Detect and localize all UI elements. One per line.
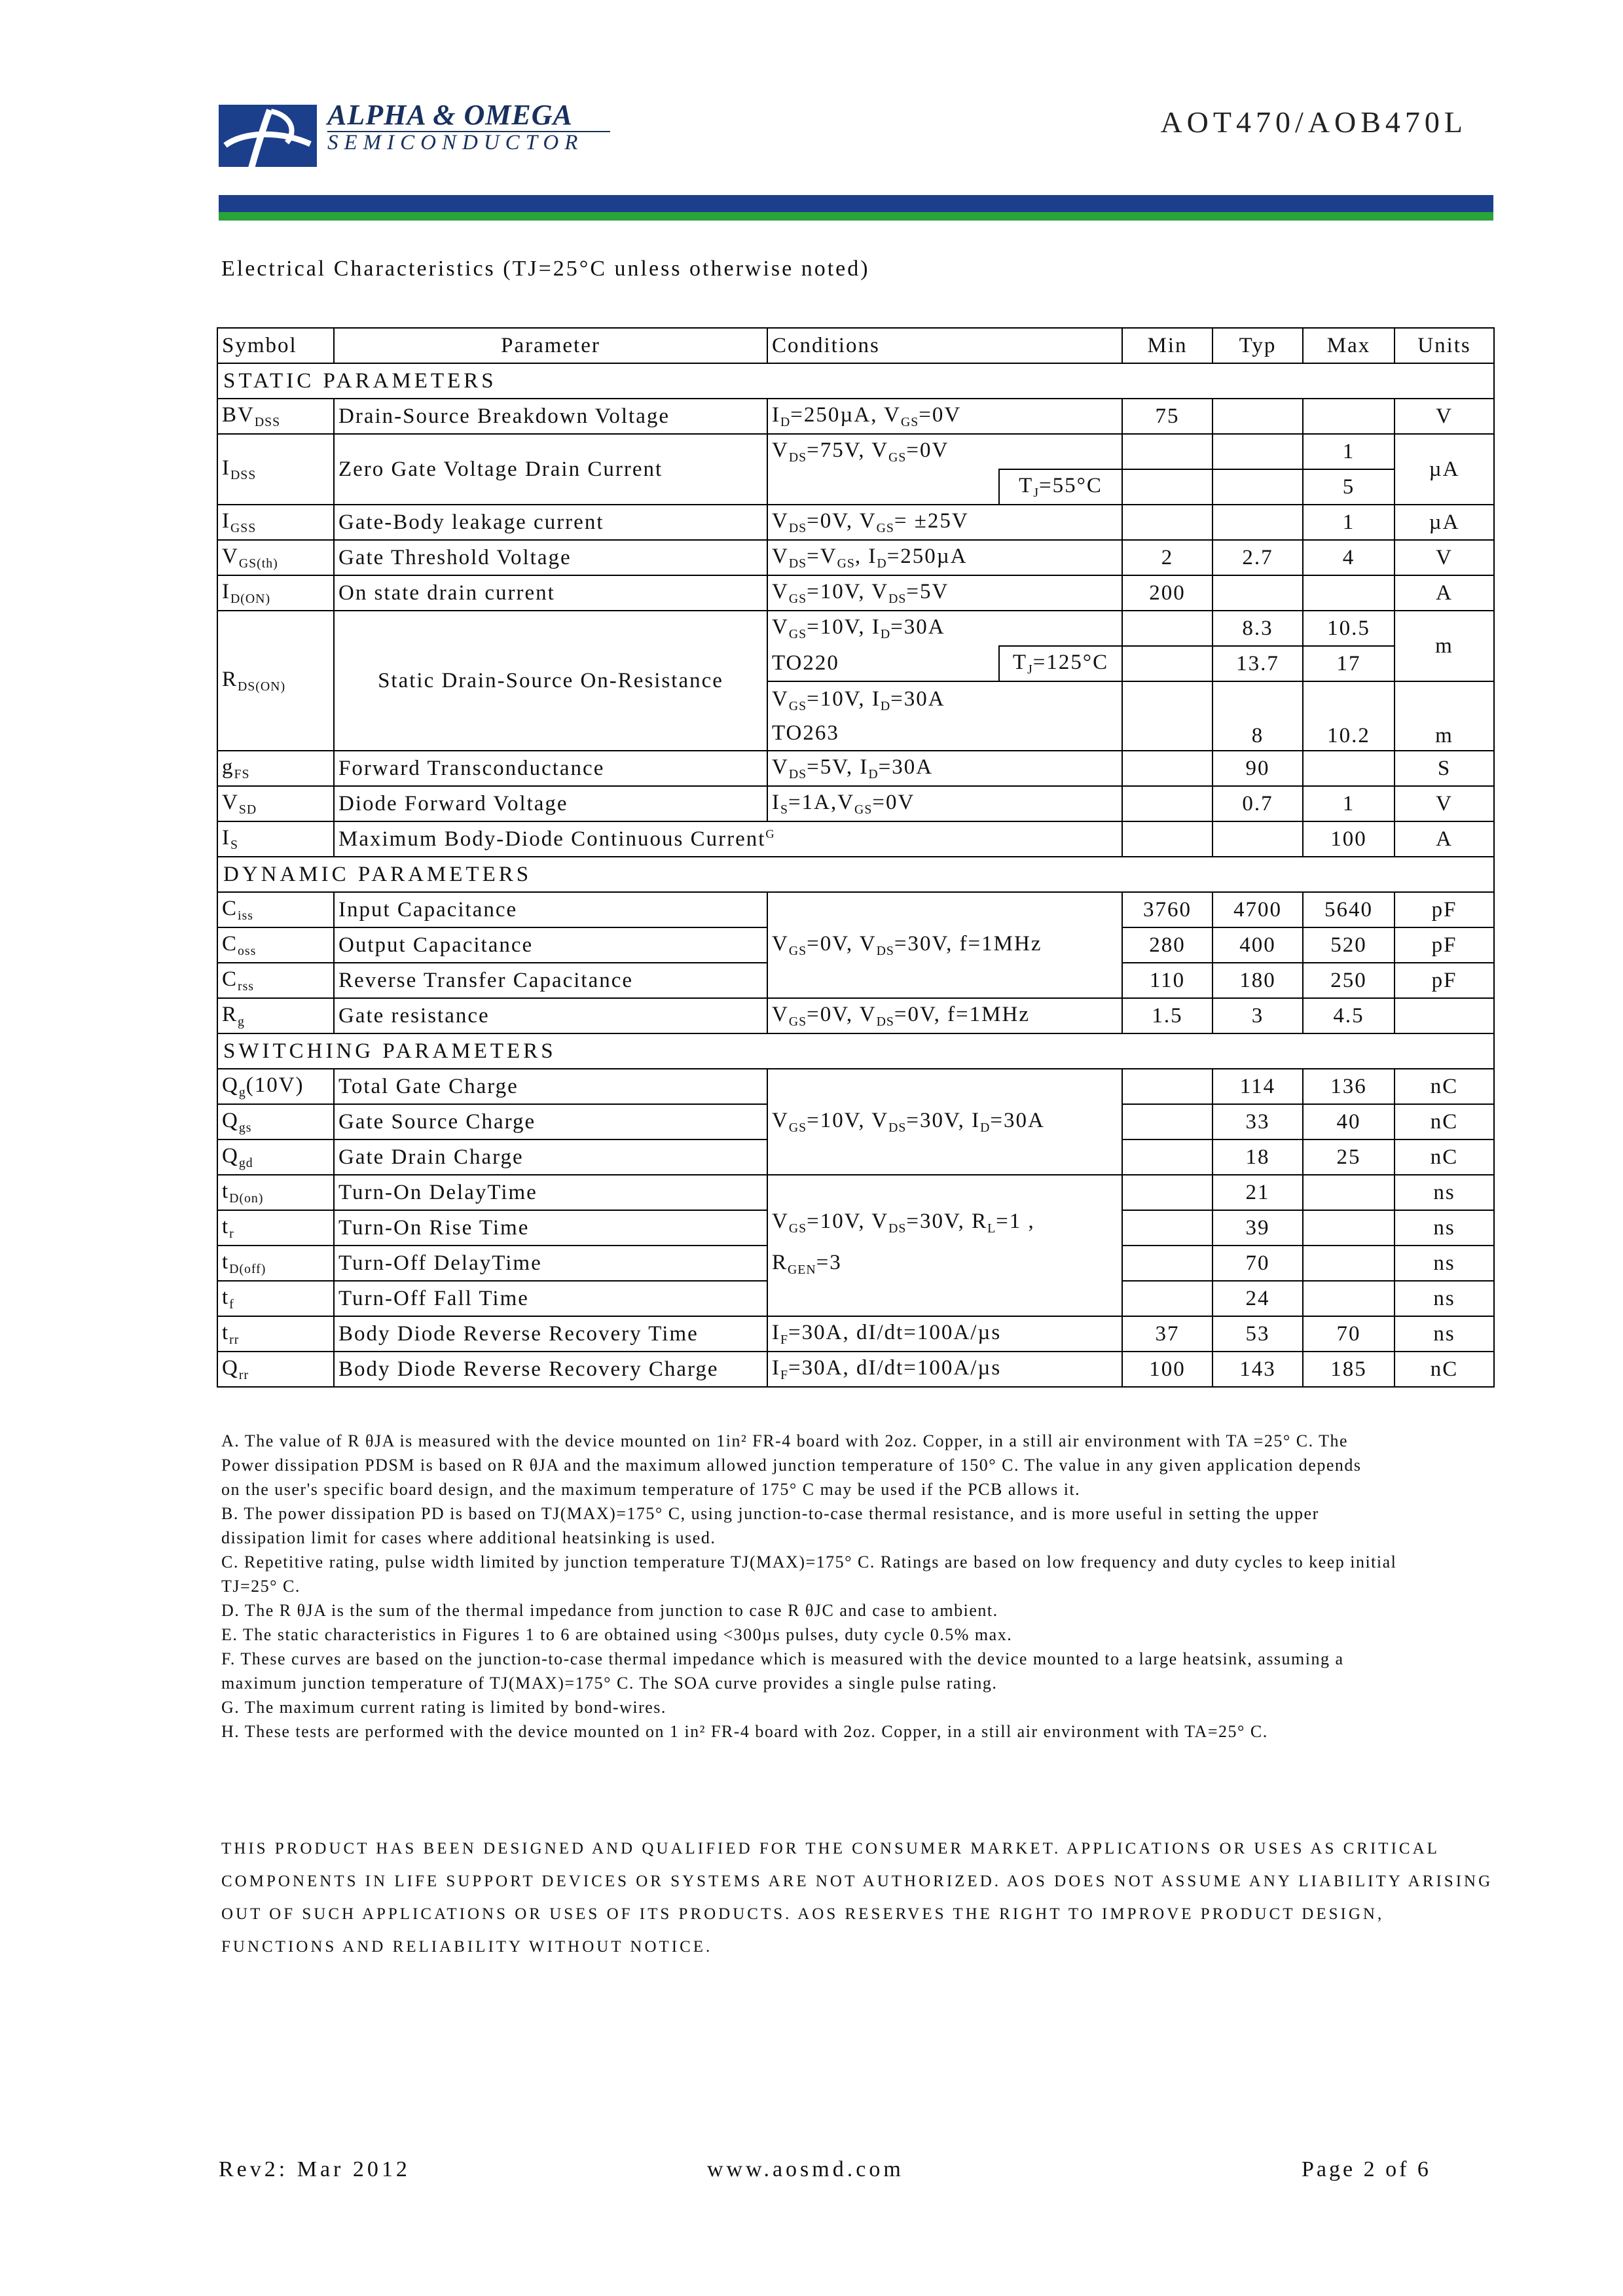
param-tdoff: Turn-Off DelayTime bbox=[334, 1246, 767, 1281]
cond-idss: $V_{DS}=75V$, $V_{GS}=0V$ bbox=[767, 434, 1122, 469]
max-rdson-1: 10.5 bbox=[1303, 611, 1395, 646]
max-bvdss bbox=[1303, 399, 1395, 434]
cond-gfs: $V_{DS}=5V$, $I_D=30A$ bbox=[767, 751, 1122, 786]
typ-qg: 114 bbox=[1213, 1069, 1303, 1104]
footnotes bbox=[221, 1429, 1491, 1744]
col-header-min: Min bbox=[1122, 328, 1213, 363]
param-bvdss: Drain-Source Breakdown Voltage bbox=[334, 399, 767, 434]
unit-qrr: nC bbox=[1395, 1352, 1494, 1387]
param-vsd: Diode Forward Voltage bbox=[334, 786, 767, 821]
min-coss: 280 bbox=[1122, 927, 1213, 963]
typ-trr: 53 bbox=[1213, 1316, 1303, 1352]
min-crss: 110 bbox=[1122, 963, 1213, 998]
tj-125-label: =125°C bbox=[1032, 650, 1109, 674]
cond-vsd: $I_S=1A,V_{GS}=0V$ bbox=[767, 786, 1122, 821]
min-is bbox=[1122, 821, 1213, 857]
cond-idss-tj: $T_J=55^\circ C$ bbox=[999, 469, 1122, 505]
max-is: 100 bbox=[1303, 821, 1395, 857]
typ-ciss: 4700 bbox=[1213, 892, 1303, 927]
disclaimer-line1: THIS PRODUCT HAS BEEN DESIGNED AND QUALIFIED FOR THE CONSUMER MARKET. APPLICATIONS OR USES AS CRITICAL bbox=[221, 1840, 1440, 1857]
typ-vsd: 0.7 bbox=[1213, 786, 1303, 821]
min-ciss: 3760 bbox=[1122, 892, 1213, 927]
max-trr: 70 bbox=[1303, 1316, 1395, 1352]
min-bvdss: 75 bbox=[1122, 399, 1213, 434]
table-row bbox=[217, 892, 1494, 927]
table-row bbox=[217, 751, 1494, 786]
cond-rdson-pkg1: TO220 bbox=[767, 646, 999, 681]
min-idss bbox=[1122, 434, 1213, 469]
param-ciss: Input Capacitance bbox=[334, 892, 767, 927]
table-row bbox=[217, 434, 1494, 469]
cond-cap-b: =30V, f=1MHz bbox=[894, 931, 1042, 956]
min-rdson bbox=[1122, 611, 1213, 646]
symbol-idss: $I_{DSS}$ bbox=[217, 434, 334, 505]
max-crss: 250 bbox=[1303, 963, 1395, 998]
unit-ciss: pF bbox=[1395, 892, 1494, 927]
min-vsd bbox=[1122, 786, 1213, 821]
col-header-units: Units bbox=[1395, 328, 1494, 363]
table-header-row bbox=[217, 328, 1494, 363]
table-row bbox=[217, 540, 1494, 575]
param-qrr: Body Diode Reverse Recovery Charge bbox=[334, 1352, 767, 1387]
unit-trr: ns bbox=[1395, 1316, 1494, 1352]
disclaimer-line2: COMPONENTS IN LIFE SUPPORT DEVICES OR SYSTEMS ARE NOT AUTHORIZED. AOS DOES NOT ASSUME ANY LIABILITY ARISING bbox=[221, 1873, 1493, 1890]
unit-coss: pF bbox=[1395, 927, 1494, 963]
min-rg: 1.5 bbox=[1122, 998, 1213, 1033]
symbol-idon: $I_{D(ON)}$ bbox=[217, 575, 334, 611]
cond-cap-a: =0V, V bbox=[807, 931, 877, 956]
symbol-trr: $t_{rr}$ bbox=[217, 1316, 334, 1352]
symbol-qrr: $Q_{rr}$ bbox=[217, 1352, 334, 1387]
param-idss: Zero Gate Voltage Drain Current bbox=[334, 434, 767, 505]
unit-crss: pF bbox=[1395, 963, 1494, 998]
unit-is: A bbox=[1395, 821, 1494, 857]
cond-bvdss: $I_D=250\mu A$, $V_{GS}=0V$ bbox=[767, 399, 1122, 434]
min-vgsth: 2 bbox=[1122, 540, 1213, 575]
param-gfs: Forward Transconductance bbox=[334, 751, 767, 786]
cond-trr-text: =30A, dI/dt=100A/µs bbox=[788, 1320, 1002, 1344]
max-qg: 136 bbox=[1303, 1069, 1395, 1104]
param-trr: Body Diode Reverse Recovery Time bbox=[334, 1316, 767, 1352]
min-qrr: 100 bbox=[1122, 1352, 1213, 1387]
section-label-dynamic: DYNAMIC PARAMETERS bbox=[217, 857, 1494, 892]
param-rdson: Static Drain-Source On-Resistance bbox=[334, 611, 767, 751]
unit-bvdss: V bbox=[1395, 399, 1494, 434]
symbol-gfs: $g_{FS}$ bbox=[217, 751, 334, 786]
table-row bbox=[217, 1352, 1494, 1387]
symbol-tr: $t_r$ bbox=[217, 1210, 334, 1246]
unit-tdon: ns bbox=[1395, 1175, 1494, 1210]
typ-qrr: 143 bbox=[1213, 1352, 1303, 1387]
cond-sw-a: =10V, V bbox=[807, 1210, 889, 1234]
typ-vgsth: 2.7 bbox=[1213, 540, 1303, 575]
symbol-qgd: $Q_{gd}$ bbox=[217, 1139, 334, 1175]
max-idss-2: 5 bbox=[1303, 469, 1395, 505]
symbol-rg: $R_g$ bbox=[217, 998, 334, 1033]
table-row bbox=[217, 399, 1494, 434]
table-row bbox=[217, 1316, 1494, 1352]
unit-vgsth: V bbox=[1395, 540, 1494, 575]
typ-tf: 24 bbox=[1213, 1281, 1303, 1316]
table-row bbox=[217, 575, 1494, 611]
cond-sw-line1: $V_{GS}=10V$, $V_{DS}=30V$, $R_L=1$ , bbox=[772, 1210, 1035, 1236]
min-idon: 200 bbox=[1122, 575, 1213, 611]
typ-rdson-1: 8.3 bbox=[1213, 611, 1303, 646]
typ-tdoff: 70 bbox=[1213, 1246, 1303, 1281]
table-row bbox=[217, 821, 1494, 857]
col-header-conditions: Conditions bbox=[767, 328, 1122, 363]
symbol-rdson: $R_{DS(ON)}$ bbox=[217, 611, 334, 751]
max-ciss: 5640 bbox=[1303, 892, 1395, 927]
section-row-dynamic bbox=[217, 857, 1494, 892]
min-rdson-2 bbox=[1122, 646, 1213, 681]
cond-sw-d: =3 bbox=[816, 1251, 842, 1274]
min-gfs bbox=[1122, 751, 1213, 786]
header-band-green bbox=[219, 212, 1493, 221]
footer-page-number: Page 2 of 6 bbox=[1302, 2157, 1431, 2181]
symbol-igss: $I_{GSS}$ bbox=[217, 505, 334, 540]
disclaimer-line3: OUT OF SUCH APPLICATIONS OR USES OF ITS PRODUCTS. AOS RESERVES THE RIGHT TO IMPROVE PRODUCT DESIGN, bbox=[221, 1905, 1385, 1923]
cond-trr: $I_F=30A$, dI/dt=100A/µs bbox=[767, 1316, 1122, 1352]
param-tdon: Turn-On DelayTime bbox=[334, 1175, 767, 1210]
symbol-qg-suffix: (10V) bbox=[246, 1073, 304, 1097]
symbol-qg: $Q_g(10V)$ bbox=[217, 1069, 334, 1104]
symbol-bvdss: $BV_{DSS}$ bbox=[217, 399, 334, 434]
min-rdson-3 bbox=[1122, 681, 1213, 751]
cond-sw-line2: $R_{GEN}=3$ bbox=[772, 1251, 842, 1277]
unit-tdoff: ns bbox=[1395, 1246, 1494, 1281]
footer-website-link[interactable]: www.aosmd.com bbox=[707, 2157, 904, 2181]
typ-coss: 400 bbox=[1213, 927, 1303, 963]
param-qg: Total Gate Charge bbox=[334, 1069, 767, 1104]
param-coss: Output Capacitance bbox=[334, 927, 767, 963]
param-is bbox=[334, 821, 1122, 857]
note-h: H. These tests are performed with the device mounted on 1 in² FR-4 board with 2oz. Copper, in a still air environment with TA=25° C. bbox=[221, 1722, 1268, 1741]
unit-qg: nC bbox=[1395, 1069, 1494, 1104]
max-coss: 520 bbox=[1303, 927, 1395, 963]
symbol-tdon: $t_{D(on)}$ bbox=[217, 1175, 334, 1210]
unit-gfs: S bbox=[1395, 751, 1494, 786]
cond-igss: $V_{DS}=0V$, $V_{GS}= \pm 25V$ bbox=[767, 505, 1122, 540]
typ-bvdss bbox=[1213, 399, 1303, 434]
cond-rg-text: =0V, f=1MHz bbox=[894, 1002, 1030, 1026]
typ-idss bbox=[1213, 434, 1303, 469]
note-a-line3: on the user's specific board design, and the maximum temperature of 175° C may be used if the PCB allows it. bbox=[221, 1480, 1081, 1499]
max-qgd: 25 bbox=[1303, 1139, 1395, 1175]
section-row-static bbox=[217, 363, 1494, 399]
typ-is bbox=[1213, 821, 1303, 857]
cond-rdson-tj: $T_J=125^\circ C$ bbox=[999, 646, 1122, 681]
cond-rdson-1: $V_{GS}=10V$, $I_D=30A$ bbox=[767, 611, 1122, 646]
cond-rdson-3-line1: $V_{GS}=10V$, $I_D=30A$ bbox=[772, 687, 945, 713]
note-e: E. The static characteristics in Figures 1 to 6 are obtained using <300µs pulses, duty cycle 0.5% max. bbox=[221, 1625, 1013, 1644]
typ-igss bbox=[1213, 505, 1303, 540]
unit-qgs: nC bbox=[1395, 1104, 1494, 1139]
param-crss: Reverse Transfer Capacitance bbox=[334, 963, 767, 998]
unit-tf: ns bbox=[1395, 1281, 1494, 1316]
note-d: D. The R θJA is the sum of the thermal impedance from junction to case R θJC and case to ambient. bbox=[221, 1601, 998, 1620]
symbol-tf: $t_f$ bbox=[217, 1281, 334, 1316]
company-name: ALPHA & OMEGA bbox=[327, 99, 573, 131]
tj-55-label: =55°C bbox=[1039, 473, 1103, 497]
unit-tr: ns bbox=[1395, 1210, 1494, 1246]
typ-qgd: 18 bbox=[1213, 1139, 1303, 1175]
cond-rdson-pkg2: TO263 bbox=[772, 721, 839, 745]
param-qgd: Gate Drain Charge bbox=[334, 1139, 767, 1175]
symbol-vgsth: $V_{GS(th)}$ bbox=[217, 540, 334, 575]
cond-idss-blank bbox=[767, 469, 999, 505]
max-rdson-3: 10.2 bbox=[1303, 681, 1395, 751]
cond-qrr-text: =30A, dI/dt=100A/µs bbox=[788, 1355, 1002, 1380]
max-tf bbox=[1303, 1281, 1395, 1316]
typ-tdon: 21 bbox=[1213, 1175, 1303, 1210]
col-header-parameter: Parameter bbox=[334, 328, 767, 363]
min-qg bbox=[1122, 1069, 1213, 1104]
disclaimer-line4: FUNCTIONS AND RELIABILITY WITHOUT NOTICE. bbox=[221, 1938, 713, 1956]
max-vsd: 1 bbox=[1303, 786, 1395, 821]
note-c-line1: C. Repetitive rating, pulse width limited by junction temperature TJ(MAX)=175° C. Ratings are based on low frequency and duty cycles to keep initial bbox=[221, 1552, 1397, 1571]
min-qgd bbox=[1122, 1139, 1213, 1175]
cond-q-c: =30A bbox=[990, 1108, 1045, 1132]
table-row bbox=[217, 611, 1494, 646]
param-is-text: Maximum Body-Diode Continuous Current bbox=[338, 827, 766, 851]
symbol-crss: $C_{rss}$ bbox=[217, 963, 334, 998]
max-rdson-2: 17 bbox=[1303, 646, 1395, 681]
min-tdon bbox=[1122, 1175, 1213, 1210]
typ-tr: 39 bbox=[1213, 1210, 1303, 1246]
cond-q-b: =30V, I bbox=[906, 1108, 981, 1132]
min-tdoff bbox=[1122, 1246, 1213, 1281]
cond-qrr: $I_F=30A$, dI/dt=100A/µs bbox=[767, 1352, 1122, 1387]
note-b-line1: B. The power dissipation PD is based on TJ(MAX)=175° C, using junction-to-case thermal resistance, and is more useful in setting the upper bbox=[221, 1504, 1319, 1523]
disclaimer bbox=[221, 1833, 1491, 1964]
min-tr bbox=[1122, 1210, 1213, 1246]
unit-rg bbox=[1395, 998, 1494, 1033]
symbol-is: $I_S$ bbox=[217, 821, 334, 857]
symbol-ciss: $C_{iss}$ bbox=[217, 892, 334, 927]
min-igss bbox=[1122, 505, 1213, 540]
note-a-line2: Power dissipation PDSM is based on R θJA and the maximum allowed junction temperature of 150° C. The value in any given application depends bbox=[221, 1456, 1362, 1475]
cond-switching bbox=[767, 1175, 1122, 1316]
typ-crss: 180 bbox=[1213, 963, 1303, 998]
table-row bbox=[217, 1069, 1494, 1104]
min-tf bbox=[1122, 1281, 1213, 1316]
cond-sw-c: =1 , bbox=[996, 1210, 1035, 1234]
cond-rg: $V_{GS}=0V$, $V_{DS}=0V$, f=1MHz bbox=[767, 998, 1122, 1033]
typ-rg: 3 bbox=[1213, 998, 1303, 1033]
table-row bbox=[217, 1175, 1494, 1210]
unit-rdson-3: m bbox=[1395, 681, 1494, 751]
unit-vsd: V bbox=[1395, 786, 1494, 821]
note-g: G. The maximum current rating is limited by bond-wires. bbox=[221, 1698, 666, 1717]
note-b-line2: dissipation limit for cases where additional heatsinking is used. bbox=[221, 1528, 716, 1547]
note-c-line2: TJ=25° C. bbox=[221, 1577, 301, 1596]
typ-gfs: 90 bbox=[1213, 751, 1303, 786]
param-rg: Gate resistance bbox=[334, 998, 767, 1033]
max-gfs bbox=[1303, 751, 1395, 786]
min-trr: 37 bbox=[1122, 1316, 1213, 1352]
unit-idss: µA bbox=[1395, 434, 1494, 505]
cond-sw-b: =30V, R bbox=[906, 1210, 988, 1234]
cond-q-a: =10V, V bbox=[807, 1108, 889, 1132]
max-tr bbox=[1303, 1210, 1395, 1246]
max-qgs: 40 bbox=[1303, 1104, 1395, 1139]
typ-idon bbox=[1213, 575, 1303, 611]
unit-qgd: nC bbox=[1395, 1139, 1494, 1175]
typ-idss-2 bbox=[1213, 469, 1303, 505]
max-tdoff bbox=[1303, 1246, 1395, 1281]
symbol-tdoff: $t_{D(off)}$ bbox=[217, 1246, 334, 1281]
section-row-switching bbox=[217, 1033, 1494, 1069]
col-header-symbol: Symbol bbox=[217, 328, 334, 363]
symbol-qgs: $Q_{gs}$ bbox=[217, 1104, 334, 1139]
max-tdon bbox=[1303, 1175, 1395, 1210]
col-header-typ: Typ bbox=[1213, 328, 1303, 363]
min-qgs bbox=[1122, 1104, 1213, 1139]
section-label-static: STATIC PARAMETERS bbox=[217, 363, 1494, 399]
company-subtitle: SEMICONDUCTOR bbox=[327, 131, 584, 154]
unit-rdson-1: m bbox=[1395, 611, 1494, 681]
param-tf: Turn-Off Fall Time bbox=[334, 1281, 767, 1316]
symbol-coss: $C_{oss}$ bbox=[217, 927, 334, 963]
cond-capacitance: $V_{GS}=0V$, $V_{DS}=30V$, f=1MHz bbox=[767, 892, 1122, 998]
cond-idon: $V_{GS}=10V$, $V_{DS}=5V$ bbox=[767, 575, 1122, 611]
max-qrr: 185 bbox=[1303, 1352, 1395, 1387]
table-row bbox=[217, 786, 1494, 821]
note-f-line2: maximum junction temperature of TJ(MAX)=175° C. The SOA curve provides a single pulse rating. bbox=[221, 1674, 998, 1693]
company-logo-icon bbox=[219, 105, 317, 177]
max-vgsth: 4 bbox=[1303, 540, 1395, 575]
max-idss: 1 bbox=[1303, 434, 1395, 469]
typ-rdson-2: 13.7 bbox=[1213, 646, 1303, 681]
max-rg: 4.5 bbox=[1303, 998, 1395, 1033]
cond-gate-charge: $V_{GS}=10V$, $V_{DS}=30V$, $I_D=30A$ bbox=[767, 1069, 1122, 1175]
symbol-vsd: $V_{SD}$ bbox=[217, 786, 334, 821]
max-igss: 1 bbox=[1303, 505, 1395, 540]
unit-idon: A bbox=[1395, 575, 1494, 611]
max-idon bbox=[1303, 575, 1395, 611]
param-vgsth: Gate Threshold Voltage bbox=[334, 540, 767, 575]
col-header-max: Max bbox=[1303, 328, 1395, 363]
cond-vgsth: $V_{DS}=V_{GS}$, $I_D=250\mu A$ bbox=[767, 540, 1122, 575]
param-tr: Turn-On Rise Time bbox=[334, 1210, 767, 1246]
typ-qgs: 33 bbox=[1213, 1104, 1303, 1139]
note-a-line1: A. The value of R θJA is measured with the device mounted on 1in² FR-4 board with 2oz. Copper, in a still air environment with TA =25° C. The bbox=[221, 1431, 1349, 1450]
param-igss: Gate-Body leakage current bbox=[334, 505, 767, 540]
table-row bbox=[217, 998, 1494, 1033]
cond-rdson-3 bbox=[767, 681, 1122, 751]
part-number: AOT470/AOB470L bbox=[1160, 105, 1467, 139]
header-band-blue bbox=[219, 195, 1493, 212]
note-f-line1: F. These curves are based on the junction-to-case thermal impedance which is measured with the device mounted to a large heatsink, assuming a bbox=[221, 1649, 1344, 1668]
param-idon: On state drain current bbox=[334, 575, 767, 611]
footer-revision: Rev2: Mar 2012 bbox=[219, 2157, 410, 2181]
param-is-note: G bbox=[765, 827, 775, 840]
param-qgs: Gate Source Charge bbox=[334, 1104, 767, 1139]
electrical-characteristics-table bbox=[217, 327, 1495, 1388]
table-row bbox=[217, 505, 1494, 540]
unit-igss: µA bbox=[1395, 505, 1494, 540]
typ-rdson-3: 8 bbox=[1213, 681, 1303, 751]
min-idss-2 bbox=[1122, 469, 1213, 505]
section-label-switching: SWITCHING PARAMETERS bbox=[217, 1033, 1494, 1069]
section-title: Electrical Characteristics (TJ=25°C unless otherwise noted) bbox=[221, 257, 870, 281]
